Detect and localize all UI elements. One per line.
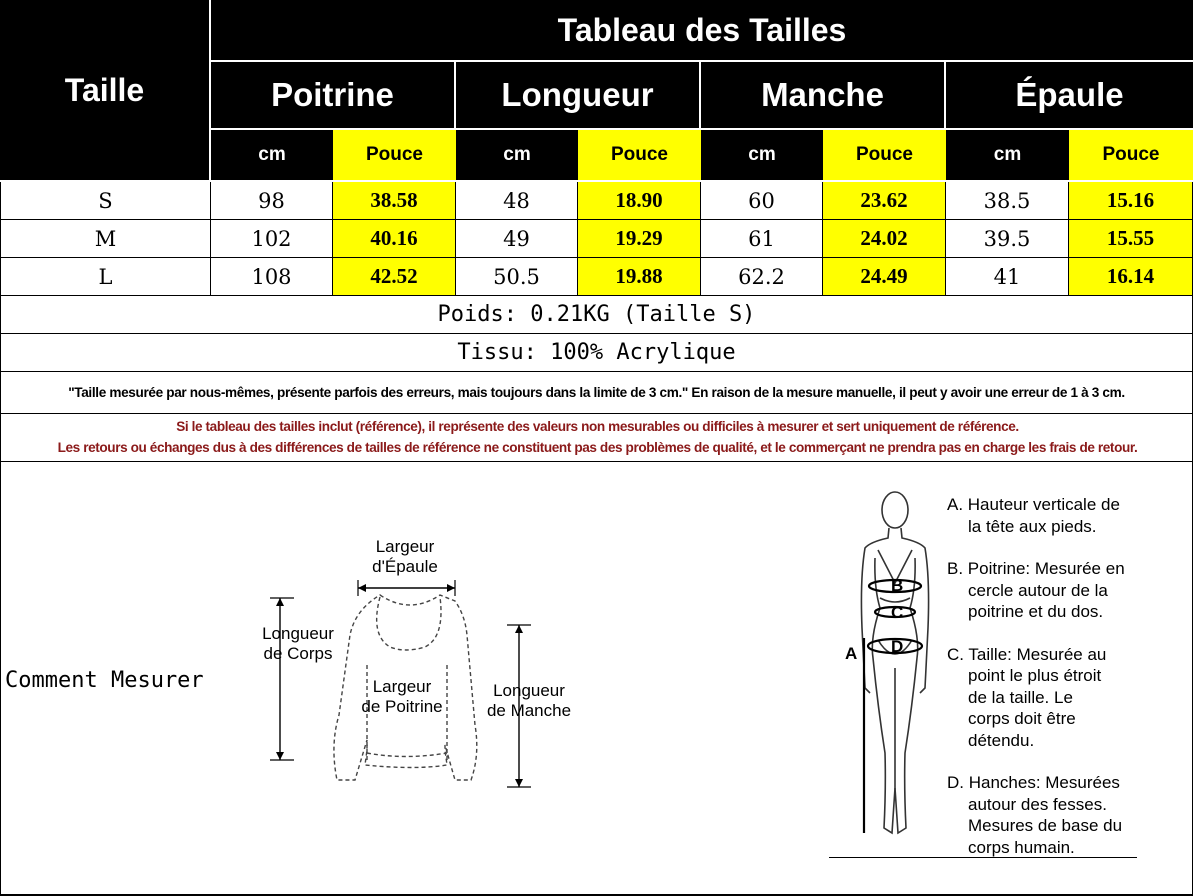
table-cell: 61	[701, 220, 823, 258]
unit-pouce: Pouce	[578, 130, 701, 180]
table-cell: 98	[211, 182, 333, 220]
measure-label: Manche	[761, 76, 884, 113]
table-cell: 62.2	[701, 258, 823, 296]
size-cell: S	[1, 182, 211, 220]
table-cell: 38.58	[333, 182, 456, 220]
table-cell: 18.90	[578, 182, 701, 220]
legend-item-c: C. Taille: Mesurée au point le plus étroit de la taille. Le corps doit être détendu.	[947, 644, 1107, 750]
table-cell: 49	[456, 220, 578, 258]
table-cell: 39.5	[946, 220, 1069, 258]
fig-letter-d: D	[891, 637, 904, 656]
shoulder-width-arrow	[355, 578, 465, 598]
table-cell: 50.5	[456, 258, 578, 296]
measure-legend	[947, 494, 1187, 858]
fabric-row	[0, 334, 1193, 372]
fig-letter-b: B	[891, 576, 904, 595]
legend-item-a: A. Hauteur verticale de la tête aux pieds.	[947, 495, 1120, 536]
unit-pouce: Pouce	[333, 130, 456, 180]
table-title	[211, 0, 1193, 62]
measurement-note	[0, 372, 1193, 414]
how-to-title: Comment Mesurer	[5, 668, 204, 693]
unit-cm: cm	[211, 130, 333, 180]
table-cell: 38.5	[946, 182, 1069, 220]
body-length-label: Longueur de Corps	[262, 624, 334, 663]
reference-warning	[0, 414, 1193, 462]
measure-label: Épaule	[1015, 76, 1124, 113]
body-length-arrow	[266, 595, 296, 765]
table-cell: 19.88	[578, 258, 701, 296]
table-cell: 15.55	[1069, 220, 1193, 258]
chest-width-label: Largeur de Poitrine	[361, 677, 443, 716]
shoulder-width-label: Largeur d'Épaule	[372, 537, 438, 576]
sleeve-length-label: Longueur de Manche	[486, 681, 572, 720]
weight-text: Poids: 0.21KG (Taille S)	[437, 302, 756, 327]
weight-row	[0, 296, 1193, 334]
warning-line-1: Si le tableau des tailles inclut (référence), il représente des valeurs non mesurables ou difficiles à mesurer et sert uniquement de référence.	[176, 419, 1019, 434]
note-text: "Taille mesurée par nous-mêmes, présente parfois des erreurs, mais toujours dans la limite de 3 cm." En raison de la mesure manuelle, il peut y avoir une erreur de 1 à 3 cm.	[68, 385, 1125, 400]
table-cell: 108	[211, 258, 333, 296]
table-cell: 24.49	[823, 258, 946, 296]
data-grid	[0, 182, 1193, 296]
size-header-label: Taille	[64, 71, 145, 108]
table-cell: 48	[456, 182, 578, 220]
fig-letter-c: C	[891, 603, 904, 622]
unit-cm: cm	[946, 130, 1069, 180]
measure-header-longueur	[456, 62, 701, 130]
table-cell: 24.02	[823, 220, 946, 258]
table-cell: 16.14	[1069, 258, 1193, 296]
measure-label: Poitrine	[271, 76, 394, 113]
unit-pouce: Pouce	[1069, 130, 1193, 180]
size-cell: L	[1, 258, 211, 296]
size-header	[0, 0, 211, 180]
size-cell: M	[1, 220, 211, 258]
unit-pouce: Pouce	[823, 130, 946, 180]
measure-header-manche	[701, 62, 946, 130]
warning-line-2: Les retours ou échanges dus à des différences de tailles de référence ne constituent pas des problèmes de qualité, et le commerçant ne prendra pas en charge les frais de retour.	[57, 440, 1138, 455]
fig-letter-a: A	[845, 644, 858, 663]
table-cell: 23.62	[823, 182, 946, 220]
table-cell: 41	[946, 258, 1069, 296]
table-cell: 40.16	[333, 220, 456, 258]
table-cell: 42.52	[333, 258, 456, 296]
measure-header-poitrine	[211, 62, 456, 130]
legend-item-b: B. Poitrine: Mesurée en cercle autour de la poitrine et du dos.	[947, 559, 1125, 621]
table-cell: 102	[211, 220, 333, 258]
table-title-text: Tableau des Tailles	[557, 11, 847, 48]
unit-cm: cm	[701, 130, 823, 180]
legend-item-d: D. Hanches: Mesurées autour des fesses. Mesures de base du corps humain.	[947, 773, 1123, 857]
fabric-text: Tissu: 100% Acrylique	[457, 340, 736, 365]
table-cell: 15.16	[1069, 182, 1193, 220]
table-cell: 19.29	[578, 220, 701, 258]
measure-label: Longueur	[501, 76, 654, 113]
table-cell: 60	[701, 182, 823, 220]
measure-header-epaule	[946, 62, 1193, 130]
unit-cm: cm	[456, 130, 578, 180]
